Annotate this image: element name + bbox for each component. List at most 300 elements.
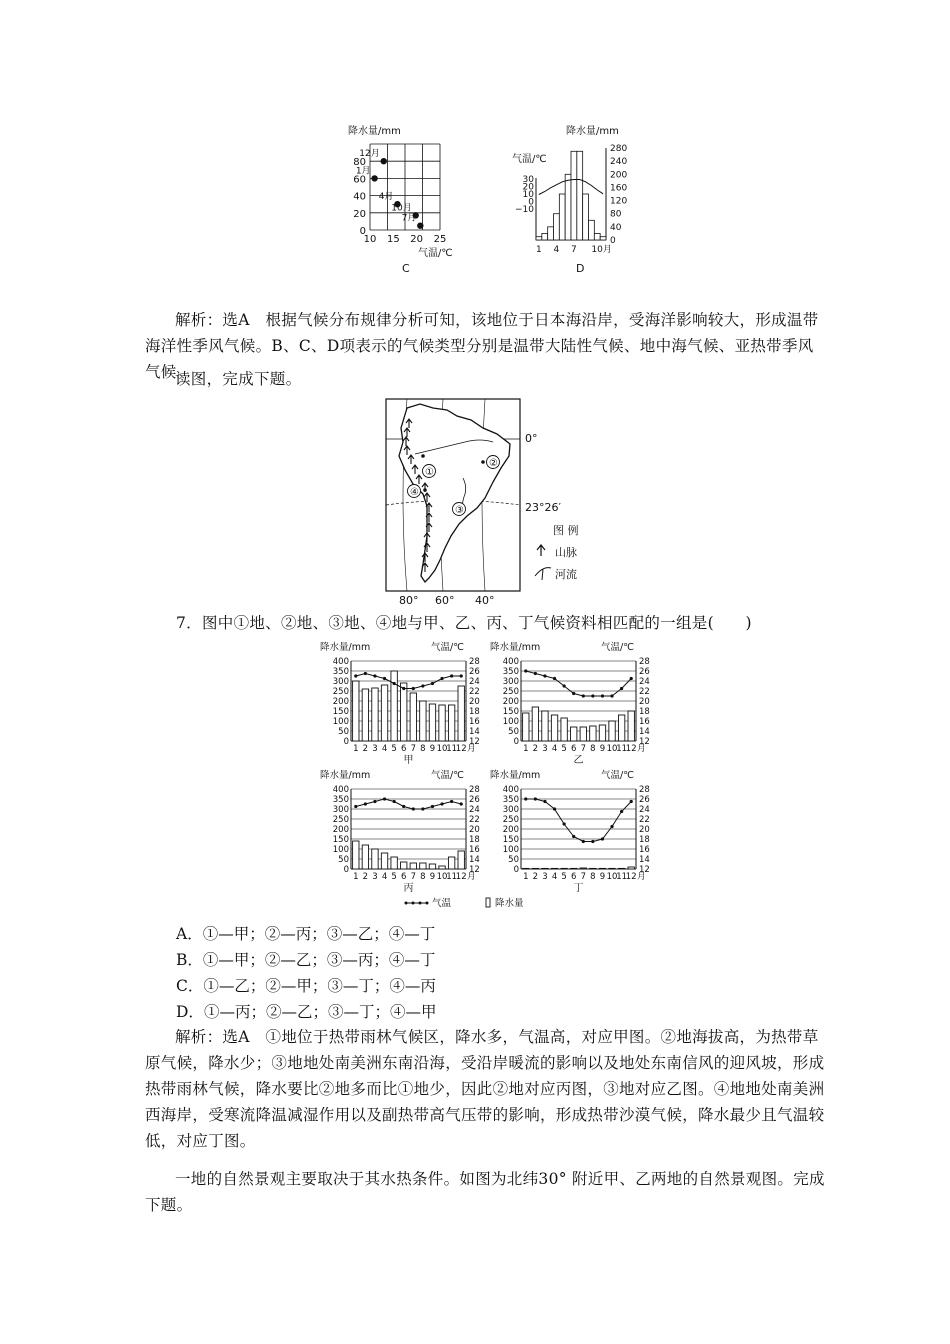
chart-right-tick: 26	[639, 667, 650, 677]
legend-temp-dot	[412, 902, 415, 905]
chart-month-tick: 7	[410, 744, 417, 754]
chart-precip-bar	[439, 866, 445, 869]
chart-month-tick: 3	[372, 872, 378, 882]
chart-month-tick: 6	[400, 872, 407, 882]
fig-c-ytick: 60	[353, 174, 366, 186]
fig-d-bar	[589, 220, 595, 240]
chart-precip-bar	[551, 715, 557, 741]
fig-c-xtick: 20	[410, 234, 424, 245]
chart-month-tick: 4	[381, 744, 388, 754]
chart-precip-bar	[401, 862, 407, 869]
point-1-label: ①	[425, 467, 434, 478]
chart-left-tick: 200	[502, 697, 519, 707]
chart-temp-point	[534, 672, 537, 675]
chart-month-tick: 2	[362, 744, 369, 754]
chart-ylabel-right: 气温/℃	[431, 642, 464, 653]
chart-right-tick: 24	[469, 677, 480, 687]
chart-left-tick: 250	[332, 815, 349, 825]
chart-temp-point	[620, 687, 623, 690]
fig-d-month-tick: 1	[536, 245, 542, 255]
chart-precip-bar	[420, 701, 426, 741]
chart-caption: 丙	[403, 883, 414, 894]
analysis-1-text: 根据气候分布规律分析可知，该地位于日本海沿岸，受海洋影响较大，形成温带海洋性季风气候。B、C、D项表示的气候类型分别是温带大陆性气候、地中海气候、亚热带季风气候。	[145, 311, 819, 381]
chart-precip-bar	[571, 727, 577, 741]
chart-precip-bar	[618, 715, 624, 741]
chart-month-tick: 10	[436, 744, 448, 754]
fig-d-left-tick: 0	[528, 197, 534, 208]
option-b-label: B．	[176, 951, 203, 969]
chart-xunit: 月	[637, 872, 646, 882]
chart-right-tick: 26	[639, 795, 650, 805]
chart-precip-bar	[429, 864, 435, 869]
chart-caption: 丁	[573, 883, 584, 894]
fig-d-month-tick: 4	[553, 245, 560, 255]
chart-right-tick: 28	[469, 785, 480, 795]
question-number: 7．	[176, 614, 202, 632]
fig-d-right-tick: 240	[610, 157, 628, 168]
chart-precip-bar	[599, 725, 605, 741]
legend-river: 河流	[555, 568, 577, 581]
figure-c	[340, 122, 460, 280]
chart-right-tick: 22	[469, 815, 480, 825]
chart-caption: 甲	[403, 755, 414, 766]
fig-c-xtick: 10	[363, 234, 377, 245]
fig-d-bar	[542, 233, 548, 240]
chart-month-tick: 6	[570, 744, 577, 754]
chart-right-tick: 14	[639, 855, 650, 865]
chart-precip-bar	[561, 868, 567, 869]
chart-temp-point	[572, 835, 575, 838]
fig-d-left-tick: 10	[522, 190, 534, 200]
chart-temp-point	[524, 797, 527, 800]
option-c[interactable]	[176, 974, 436, 996]
chart-temp-point	[440, 677, 443, 680]
fig-c-ytick: 20	[353, 208, 366, 220]
fig-c-point	[381, 158, 387, 164]
chart-temp-point	[630, 677, 633, 680]
fig-c-ylabel: 降水量/mm	[348, 126, 401, 137]
chart-month-tick: 3	[542, 744, 548, 754]
legend-title: 图 例	[553, 524, 579, 537]
point-4-dot	[423, 488, 427, 492]
chart-precip-bar	[381, 853, 387, 869]
chart-precip-bar	[391, 671, 397, 741]
chart-left-tick: 50	[338, 727, 349, 737]
legend-precip-icon	[486, 898, 490, 907]
mountain-legend-icon	[537, 545, 545, 556]
river-legend-icon	[535, 568, 551, 580]
chart-month-tick: 11	[616, 872, 628, 882]
lat-label-tropic: 23°26′	[525, 501, 561, 514]
chart-precip-bar	[372, 688, 378, 741]
chart-left-tick: 50	[508, 727, 519, 737]
chart-left-tick: 150	[332, 707, 349, 717]
fig-d-bar	[559, 194, 565, 240]
chart-precip-bar	[420, 863, 426, 869]
chart-left-tick: 350	[332, 667, 349, 677]
climate-chart-2	[320, 769, 480, 894]
chart-month-tick: 1	[523, 744, 529, 754]
option-a[interactable]	[176, 922, 435, 944]
final-paragraph: 一地的自然景观主要取决于其水热条件。如图为北纬30° 附近甲、乙两地的自然景观图。完成下题。	[145, 1170, 825, 1214]
chart-temp-point	[431, 805, 434, 808]
fig-c-point-label: 10月	[391, 203, 412, 214]
chart-left-tick: 250	[502, 815, 519, 825]
legend-precip-label: 降水量	[495, 898, 524, 909]
chart-month-tick: 12	[455, 744, 467, 754]
chart-month-tick: 2	[362, 872, 369, 882]
chart-temp-point	[582, 840, 585, 843]
chart-temp-point	[543, 800, 546, 803]
chart-left-tick: 150	[332, 835, 349, 845]
fig-d-bar	[554, 214, 560, 240]
chart-precip-bar	[580, 868, 586, 869]
chart-temp-point	[354, 674, 357, 677]
chart-left-tick: 400	[502, 657, 519, 667]
option-b[interactable]	[176, 948, 435, 970]
chart-ylabel: 降水量/mm	[490, 770, 541, 781]
chart-temp-point	[630, 800, 633, 803]
chart-precip-bar	[353, 681, 359, 741]
chart-right-tick: 20	[469, 697, 480, 707]
chart-month-tick: 3	[372, 744, 378, 754]
chart-ylabel-right: 气温/℃	[601, 642, 634, 653]
chart-left-tick: 350	[502, 667, 519, 677]
chart-right-tick: 20	[639, 825, 650, 835]
chart-month-tick: 7	[580, 744, 587, 754]
chart-month-tick: 6	[570, 872, 577, 882]
chart-month-tick: 8	[590, 744, 596, 754]
chart-month-tick: 10	[606, 872, 618, 882]
fig-d-caption: D	[576, 262, 585, 275]
chart-right-tick: 24	[469, 805, 480, 815]
chart-month-tick: 7	[580, 872, 587, 882]
fig-d-bar	[577, 151, 583, 240]
chart-precip-bar	[448, 705, 454, 741]
chart-temp-point	[412, 807, 415, 810]
chart-xunit: 月	[467, 744, 476, 754]
analysis-2	[145, 1024, 825, 1154]
south-america-map	[385, 398, 625, 608]
chart-temp-point	[421, 807, 424, 810]
chart-left-tick: 0	[343, 737, 349, 747]
chart-precip-bar	[561, 718, 567, 741]
chart-temp-point	[610, 825, 613, 828]
chart-right-tick: 20	[469, 825, 480, 835]
fig-c-xtick: 15	[386, 234, 400, 245]
chart-left-tick: 200	[332, 697, 349, 707]
chart-precip-bar	[523, 868, 529, 869]
chart-left-tick: 100	[332, 845, 349, 855]
chart-left-tick: 300	[332, 805, 349, 815]
legend-temp-label: 气温	[432, 898, 452, 909]
chart-temp-point	[383, 677, 386, 680]
chart-temp-point	[563, 684, 566, 687]
option-d-label: D．	[176, 1003, 204, 1021]
chart-temp-point	[450, 674, 453, 677]
chart-precip-bar	[362, 845, 368, 869]
chart-right-tick: 14	[469, 727, 480, 737]
option-c-text: ①—乙；②—甲；③—丁；④—丙	[203, 977, 436, 995]
fig-d-bar	[594, 233, 600, 240]
fig-c-ytick: 80	[353, 157, 366, 169]
legend-mountain: 山脉	[555, 546, 577, 559]
chart-right-tick: 16	[469, 845, 480, 855]
instruction: 读图，完成下题。	[175, 370, 302, 388]
analysis-2-text: ①地位于热带雨林气候区，降水多，气温高，对应甲图。②地海拔高，为热带草原气候，降水少；③地地处南美洲东南沿海，受沿岸暖流的影响以及地处东南信风的迎风坡，形成热带雨林气候，降水要比②地多而比①地少，因此②地对应丙图，③地对应乙图。④地地处南美洲西海岸，受寒流降温减湿作用以及副热带高气压带的影响，形成热带沙漠气候，降水最少且气温较低，对应丁图。	[145, 1028, 825, 1150]
chart-precip-bar	[523, 713, 529, 741]
option-b-text: ①—甲；②—乙；③—丙；④—丁	[202, 951, 436, 969]
chart-left-tick: 300	[332, 677, 349, 687]
chart-left-tick: 0	[343, 865, 349, 875]
chart-precip-bar	[439, 705, 445, 741]
chart-temp-point	[610, 694, 613, 697]
chart-precip-bar	[401, 683, 407, 741]
fig-d-ylabel-right: 降水量/mm	[566, 126, 619, 137]
chart-month-tick: 11	[446, 872, 458, 882]
chart-right-tick: 24	[639, 805, 650, 815]
chart-temp-point	[373, 800, 376, 803]
fig-d-right-tick: 40	[610, 222, 622, 233]
chart-right-tick: 24	[639, 677, 650, 687]
chart-month-tick: 12	[625, 744, 637, 754]
chart-left-tick: 200	[502, 825, 519, 835]
chart-right-tick: 16	[639, 845, 650, 855]
chart-temp-point	[460, 802, 463, 805]
chart-right-tick: 28	[639, 657, 650, 667]
chart-temp-line	[526, 799, 631, 842]
fig-c-xtick: 25	[433, 234, 447, 245]
chart-ylabel-right: 气温/℃	[431, 770, 464, 781]
chart-temp-line	[526, 671, 631, 696]
chart-right-tick: 18	[469, 707, 480, 717]
legend-temp-dot	[426, 902, 429, 905]
chart-temp-point	[450, 800, 453, 803]
climate-chart-0	[320, 641, 480, 766]
chart-left-tick: 100	[502, 717, 519, 727]
chart-month-tick: 8	[590, 872, 596, 882]
chart-precip-bar	[532, 707, 538, 741]
lat-label-0: 0°	[525, 432, 538, 445]
chart-precip-bar	[618, 868, 624, 869]
chart-temp-point	[591, 694, 594, 697]
chart-temp-line	[356, 799, 461, 809]
chart-month-tick: 2	[532, 872, 539, 882]
chart-month-tick: 5	[391, 872, 397, 882]
chart-precip-bar	[532, 868, 538, 869]
fig-c-ytick: 40	[353, 191, 366, 203]
chart-month-tick: 2	[532, 744, 539, 754]
fig-d-bar	[565, 174, 571, 240]
chart-right-tick: 12	[639, 865, 650, 875]
chart-month-tick: 12	[455, 872, 467, 882]
chart-right-tick: 12	[639, 737, 650, 747]
chart-precip-bar	[362, 689, 368, 741]
option-a-label: A．	[176, 925, 203, 943]
chart-legend	[405, 897, 525, 909]
climate-chart-1	[490, 641, 650, 766]
chart-precip-bar	[590, 726, 596, 741]
fig-d-ylabel-left: 气温/℃	[512, 154, 547, 165]
chart-left-tick: 150	[502, 707, 519, 717]
chart-ylabel: 降水量/mm	[490, 642, 541, 653]
chart-month-tick: 5	[391, 744, 397, 754]
chart-month-tick: 8	[420, 872, 426, 882]
chart-precip-bar	[429, 704, 435, 741]
chart-month-tick: 1	[353, 872, 359, 882]
chart-temp-point	[440, 802, 443, 805]
chart-month-tick: 12	[625, 872, 637, 882]
chart-precip-bar	[628, 867, 634, 869]
climate-chart-3	[490, 769, 650, 894]
chart-xunit: 月	[637, 744, 646, 754]
chart-temp-point	[421, 684, 424, 687]
chart-right-tick: 18	[639, 707, 650, 717]
chart-precip-bar	[391, 857, 397, 869]
chart-month-tick: 11	[616, 744, 628, 754]
chart-temp-point	[364, 672, 367, 675]
chart-left-tick: 350	[502, 795, 519, 805]
fig-d-right-tick: 160	[610, 183, 628, 194]
chart-precip-bar	[353, 841, 359, 869]
chart-temp-point	[393, 800, 396, 803]
point-2-dot	[481, 460, 485, 464]
chart-temp-point	[582, 694, 585, 697]
chart-temp-point	[591, 840, 594, 843]
chart-xunit: 月	[467, 872, 476, 882]
chart-temp-point	[402, 805, 405, 808]
chart-temp-point	[402, 687, 405, 690]
chart-temp-point	[543, 674, 546, 677]
chart-precip-bar	[628, 711, 634, 741]
chart-temp-point	[563, 822, 566, 825]
chart-month-tick: 11	[446, 744, 458, 754]
lon-label-80: 80°	[399, 594, 419, 607]
point-3-label: ③	[455, 505, 464, 516]
fig-c-point	[417, 223, 423, 229]
chart-left-tick: 250	[502, 687, 519, 697]
chart-month-tick: 4	[381, 872, 388, 882]
lon-label-40: 40°	[475, 594, 495, 607]
chart-right-tick: 18	[469, 835, 480, 845]
chart-precip-bar	[609, 868, 615, 869]
chart-precip-bar	[542, 868, 548, 869]
chart-temp-point	[553, 807, 556, 810]
chart-temp-point	[373, 674, 376, 677]
chart-precip-bar	[381, 685, 387, 741]
chart-right-tick: 16	[639, 717, 650, 727]
fig-c-point	[371, 175, 377, 181]
chart-temp-point	[354, 805, 357, 808]
chart-right-tick: 14	[639, 727, 650, 737]
fig-d-bar	[536, 237, 542, 240]
chart-right-tick: 26	[469, 795, 480, 805]
chart-left-tick: 400	[332, 657, 349, 667]
chart-precip-bar	[580, 727, 586, 741]
chart-left-tick: 150	[502, 835, 519, 845]
chart-temp-point	[383, 797, 386, 800]
chart-precip-bar	[458, 851, 464, 869]
chart-left-tick: 300	[502, 677, 519, 687]
chart-left-tick: 50	[508, 855, 519, 865]
fig-d-month-tick: 7	[571, 245, 577, 255]
chart-ylabel: 降水量/mm	[320, 642, 371, 653]
chart-left-tick: 0	[513, 865, 519, 875]
question-7	[176, 610, 826, 636]
chart-precip-bar	[542, 711, 548, 741]
fig-d-right-tick: 200	[610, 170, 628, 181]
option-d[interactable]	[176, 1000, 436, 1022]
legend-temp-dot	[405, 902, 408, 905]
chart-left-tick: 250	[332, 687, 349, 697]
chart-month-tick: 5	[561, 744, 567, 754]
chart-right-tick: 12	[469, 737, 480, 747]
chart-month-tick: 3	[542, 872, 548, 882]
chart-month-tick: 4	[551, 744, 558, 754]
fig-d-left-tick: 30	[522, 175, 534, 185]
chart-left-tick: 400	[502, 785, 519, 795]
chart-right-tick: 22	[639, 815, 650, 825]
chart-month-tick: 9	[429, 744, 436, 754]
question-text: 图中①地、②地、③地、④地与甲、乙、丙、丁气候资料相匹配的一组是( )	[201, 614, 752, 632]
fig-d-right-tick: 280	[610, 144, 628, 154]
chart-temp-point	[553, 677, 556, 680]
fig-d-month-tick: 10月	[591, 245, 612, 255]
chart-month-tick: 9	[429, 872, 436, 882]
fig-c-point-label: 7月	[401, 213, 417, 224]
chart-month-tick: 6	[400, 744, 407, 754]
option-d-text: ①—丙；②—乙；③—丁；④—甲	[203, 1003, 437, 1021]
chart-right-tick: 26	[469, 667, 480, 677]
fig-d-left-tick: 20	[522, 182, 534, 193]
legend-temp-dot	[419, 902, 422, 905]
fig-c-caption: C	[402, 262, 410, 275]
chart-ylabel: 降水量/mm	[320, 770, 371, 781]
fig-c-point-label: 4月	[378, 192, 394, 203]
chart-month-tick: 10	[606, 744, 618, 754]
chart-precip-bar	[458, 686, 464, 741]
chart-temp-point	[524, 669, 527, 672]
chart-temp-point	[412, 687, 415, 690]
chart-right-tick: 22	[469, 687, 480, 697]
chart-right-tick: 20	[639, 697, 650, 707]
chart-precip-bar	[410, 863, 416, 869]
chart-month-tick: 10	[436, 872, 448, 882]
chart-precip-bar	[599, 868, 605, 869]
fig-d-bar	[548, 227, 554, 240]
chart-month-tick: 5	[561, 872, 567, 882]
fig-d-right-tick: 80	[610, 209, 622, 220]
chart-right-tick: 18	[639, 835, 650, 845]
chart-month-tick: 8	[420, 744, 426, 754]
chart-left-tick: 400	[332, 785, 349, 795]
chart-temp-point	[393, 682, 396, 685]
fig-d-left-tick: −10	[515, 205, 534, 215]
fig-d-bar	[583, 194, 589, 240]
chart-precip-bar	[372, 849, 378, 869]
fig-d-right-tick: 120	[610, 196, 628, 207]
analysis-1-lead: 解析：选A	[175, 311, 250, 329]
chart-month-tick: 9	[599, 744, 606, 754]
chart-caption: 乙	[573, 755, 584, 766]
chart-left-tick: 100	[332, 717, 349, 727]
point-1-dot	[421, 454, 425, 458]
fig-d-bar	[571, 151, 577, 240]
chart-month-tick: 9	[599, 872, 606, 882]
chart-temp-point	[620, 810, 623, 813]
fig-c-xlabel: 气温/℃	[418, 248, 453, 259]
chart-month-tick: 1	[353, 744, 359, 754]
